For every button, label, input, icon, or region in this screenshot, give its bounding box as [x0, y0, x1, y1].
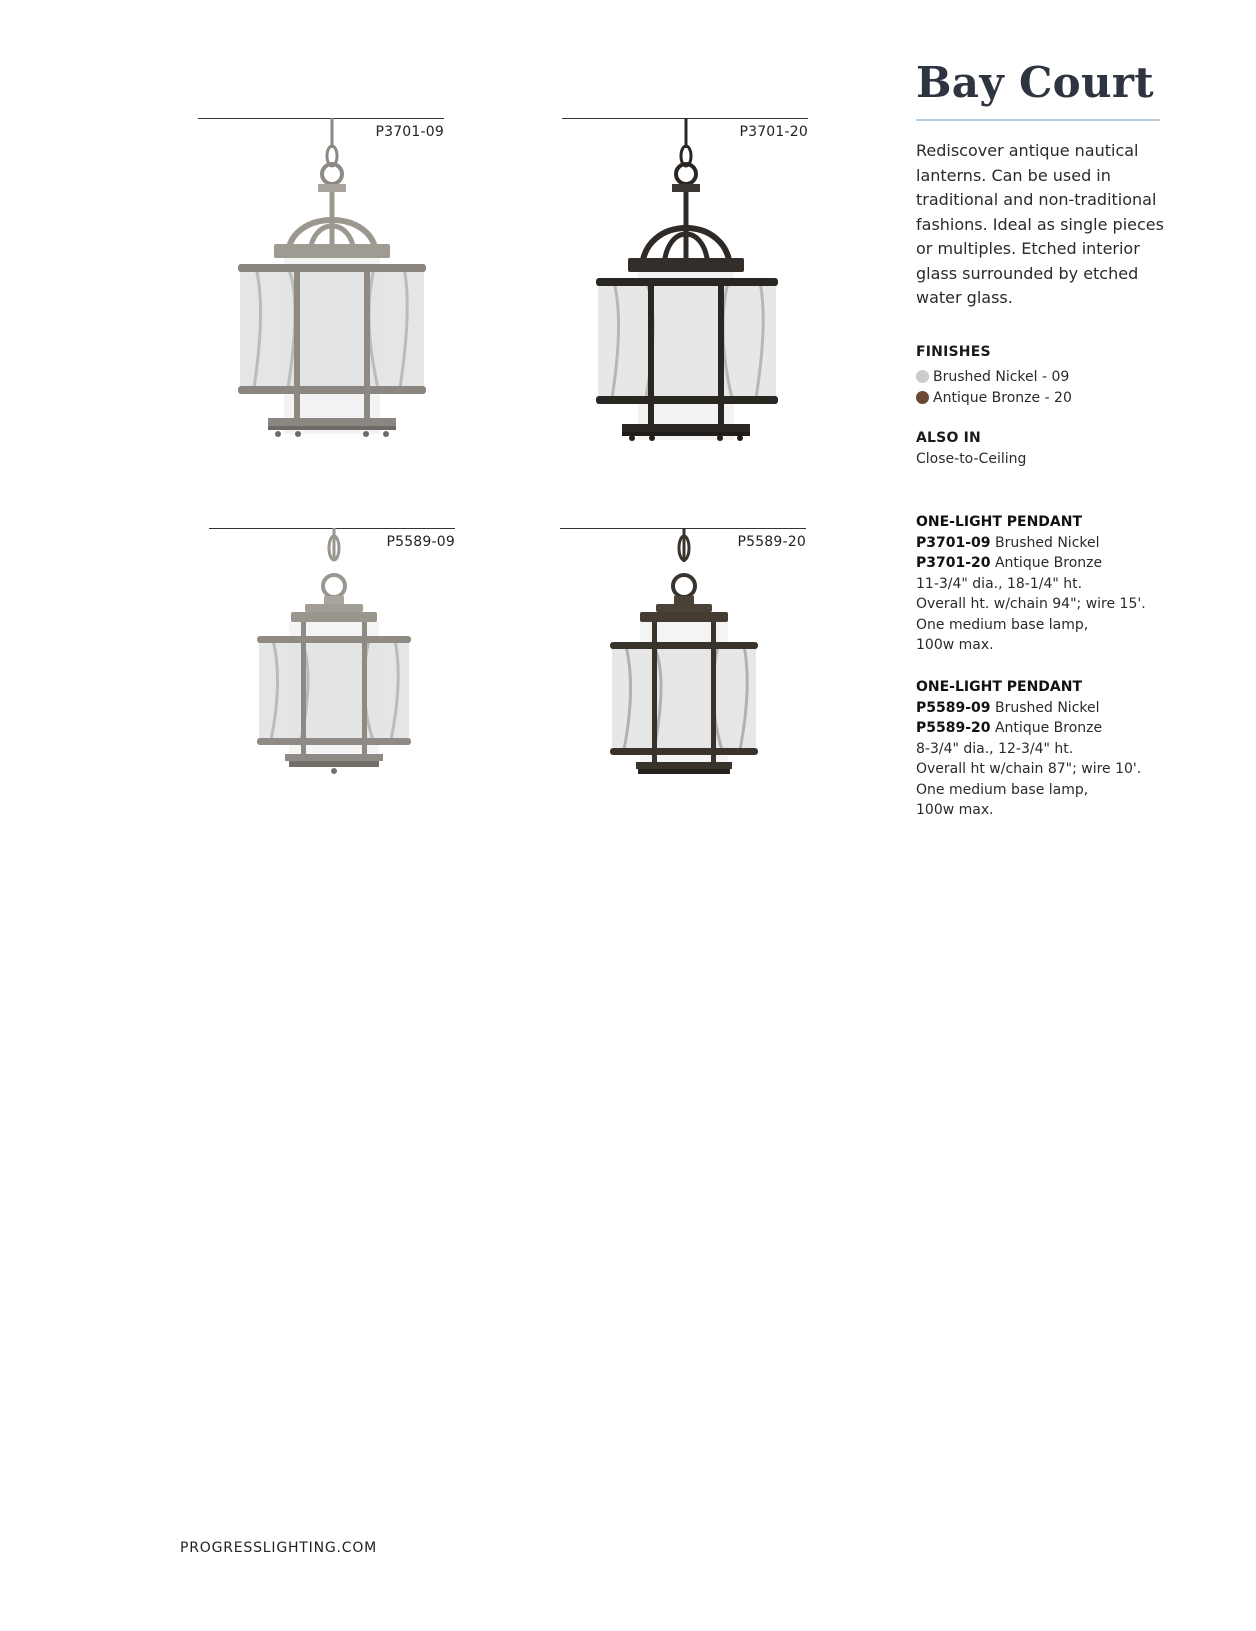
product-code: P5589-20	[737, 534, 806, 550]
finishes-heading: FINISHES	[916, 344, 991, 360]
spec-model-p5589-09: P5589-09 Brushed Nickel	[916, 699, 1100, 716]
website-url[interactable]: PROGRESSLIGHTING.COM	[180, 1540, 378, 1556]
product-p3701-20	[562, 118, 808, 448]
finish-item-antique-bronze	[916, 390, 1072, 406]
spec-block-p3701	[916, 512, 1176, 656]
product-p5589-20	[560, 528, 806, 798]
spec-wattage: 100w max.	[916, 802, 994, 818]
page-title: Bay Court	[916, 58, 1154, 107]
spec-overall-height: Overall ht. w/chain 94"; wire 15'.	[916, 596, 1146, 612]
spec-dimensions: 11-3/4" dia., 18-1/4" ht.	[916, 575, 1083, 592]
spec-heading: ONE-LIGHT PENDANT	[916, 679, 1083, 695]
finish-item-brushed-nickel	[916, 369, 1069, 385]
antique-bronze-swatch	[916, 391, 929, 404]
spec-heading: ONE-LIGHT PENDANT	[916, 514, 1083, 530]
spec-model-p3701-09: P3701-09 Brushed Nickel	[916, 534, 1100, 551]
product-code: P3701-09	[375, 124, 444, 140]
product-code: P5589-09	[386, 534, 455, 550]
spec-wattage: 100w max.	[916, 637, 994, 653]
spec-model-p3701-20: P3701-20 Antique Bronze	[916, 555, 1103, 571]
product-code: P3701-20	[739, 124, 808, 140]
title-divider	[916, 119, 1160, 121]
also-in-heading: ALSO IN	[916, 430, 981, 446]
lantern-p3701-20-image	[562, 118, 808, 448]
lantern-p5589-09-image	[209, 528, 455, 798]
product-p5589-09	[209, 528, 455, 798]
finish-label: Brushed Nickel - 09	[933, 369, 1070, 385]
also-in-value: Close-to-Ceiling	[916, 451, 1027, 467]
spec-overall-height: Overall ht w/chain 87"; wire 10'.	[916, 761, 1142, 777]
spec-block-p5589	[916, 677, 1176, 821]
lantern-p5589-20-image	[560, 528, 806, 798]
finish-label: Antique Bronze - 20	[933, 390, 1072, 406]
brushed-nickel-swatch	[916, 370, 929, 383]
spec-model-p5589-20: P5589-20 Antique Bronze	[916, 720, 1103, 736]
spec-lamp: One medium base lamp,	[916, 781, 1089, 798]
lantern-p3701-09-image	[198, 118, 444, 448]
product-description: Rediscover antique nautical lanterns. Can be used in traditional and non-traditional fashions. Ideal as single pieces or multiples. Etched interior glass surrounded by etched water glass.	[916, 141, 1164, 307]
spec-lamp: One medium base lamp,	[916, 616, 1089, 633]
spec-dimensions: 8-3/4" dia., 12-3/4" ht.	[916, 740, 1074, 757]
product-p3701-09	[198, 118, 444, 448]
